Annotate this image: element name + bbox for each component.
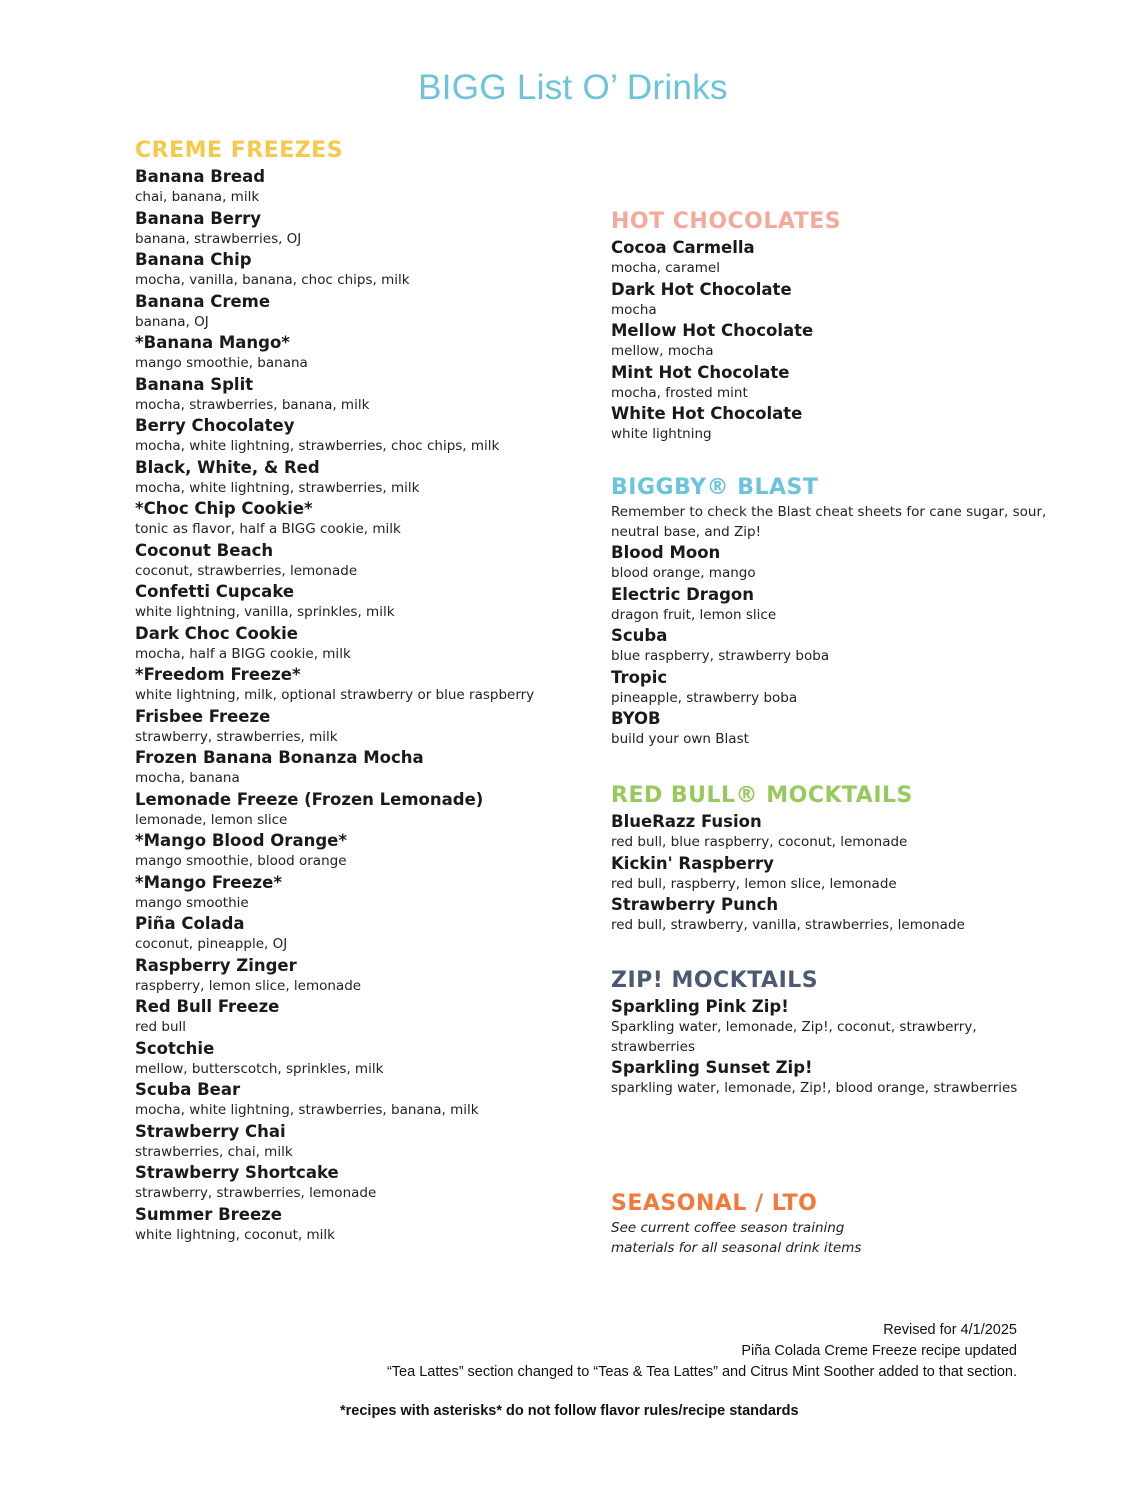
- page-title: BIGG List O’ Drinks: [418, 68, 728, 107]
- drink-name: BlueRazz Fusion: [611, 812, 762, 831]
- drink-ingredients: banana, strawberries, OJ: [135, 230, 302, 247]
- drink-ingredients: white lightning, milk, optional strawberry or blue raspberry: [135, 687, 535, 703]
- drink-name: Strawberry Shortcake: [135, 1163, 339, 1182]
- drink-ingredients: tonic as flavor, half a BIGG cookie, milk: [135, 521, 401, 537]
- drink-name: Banana Bread: [135, 167, 266, 186]
- drink-ingredients: red bull, blue raspberry, coconut, lemonade: [611, 834, 908, 850]
- drink-item: [611, 853, 1051, 895]
- drink-item: [135, 623, 565, 665]
- drink-name: Berry Chocolatey: [135, 416, 295, 435]
- drink-name: Lemonade Freeze (Frozen Lemonade): [135, 789, 484, 809]
- drink-name: Dark Hot Chocolate: [611, 279, 792, 299]
- drink-item: [135, 872, 565, 914]
- drink-name: *Banana Mango*: [135, 333, 290, 352]
- drink-name: Sparkling Pink Zip!: [611, 997, 789, 1016]
- drink-ingredients: mango smoothie, blood orange: [135, 853, 347, 869]
- drink-name: *Choc Chip Cookie*: [135, 499, 313, 518]
- drink-ingredients: white lightning: [611, 426, 712, 442]
- drink-ingredients: coconut, strawberries, lemonade: [135, 562, 358, 579]
- drink-ingredients: mocha, white lightning, strawberries, milk: [135, 479, 420, 496]
- drink-ingredients: white lightning, coconut, milk: [135, 1226, 335, 1243]
- drink-item: [135, 1162, 565, 1204]
- drink-ingredients: strawberry, strawberries, milk: [135, 728, 338, 745]
- drink-name: Scotchie: [135, 1038, 215, 1058]
- drink-item: [135, 913, 565, 955]
- drink-name: Black, White, & Red: [135, 457, 320, 477]
- drink-item: [135, 581, 565, 623]
- zip-mocktails-list: [611, 996, 1051, 1099]
- drink-item: [135, 1079, 565, 1121]
- drink-name: Scuba Bear: [135, 1080, 241, 1099]
- drink-name: Sparkling Sunset Zip!: [611, 1058, 813, 1077]
- drink-name: Electric Dragon: [611, 584, 754, 604]
- drink-item: [135, 664, 565, 706]
- drink-item: [135, 332, 565, 374]
- drink-name: Banana Berry: [135, 208, 262, 228]
- drink-ingredients: lemonade, lemon slice: [135, 811, 288, 828]
- drink-ingredients: mocha, half a BIGG cookie, milk: [135, 645, 351, 662]
- biggby-blast-section: [611, 473, 1051, 750]
- drink-ingredients: banana, OJ: [135, 313, 209, 330]
- drink-ingredients: mocha, strawberries, banana, milk: [135, 396, 370, 413]
- drink-ingredients: mocha, frosted mint: [611, 384, 748, 401]
- drink-ingredients: mango smoothie: [135, 894, 249, 911]
- creme-freezes-column: [135, 136, 565, 1245]
- creme-freezes-list: [135, 166, 565, 1245]
- drink-item: [611, 542, 1051, 584]
- drink-item: [135, 498, 565, 540]
- drink-item: [611, 279, 1051, 321]
- red-bull-mocktails-list: [611, 811, 1051, 936]
- drink-item: [135, 374, 565, 416]
- drink-item: [611, 894, 1051, 936]
- drink-name: Strawberry Punch: [611, 895, 779, 914]
- drink-name: Mellow Hot Chocolate: [611, 321, 814, 340]
- drink-item: [135, 540, 565, 582]
- drink-name: Frozen Banana Bonanza Mocha: [135, 748, 424, 767]
- drink-name: Frisbee Freeze: [135, 706, 271, 726]
- drink-ingredients: red bull, raspberry, lemon slice, lemonade: [611, 875, 897, 892]
- drink-item: [611, 237, 1051, 279]
- drink-ingredients: strawberry, strawberries, lemonade: [135, 1185, 377, 1201]
- drink-item: [135, 747, 565, 789]
- drink-name: Piña Colada: [135, 914, 245, 933]
- drink-item: [611, 667, 1051, 709]
- drink-name: Confetti Cupcake: [135, 582, 295, 601]
- drink-ingredients: strawberries, chai, milk: [135, 1143, 293, 1160]
- biggby-blast-list: [611, 542, 1051, 750]
- drink-item: [611, 584, 1051, 626]
- drink-ingredients: raspberry, lemon slice, lemonade: [135, 977, 362, 994]
- seasonal-note-line1: See current coffee season training: [611, 1220, 845, 1236]
- drink-name: Red Bull Freeze: [135, 997, 280, 1016]
- drink-item: [135, 249, 565, 291]
- drink-ingredients: dragon fruit, lemon slice: [611, 606, 777, 623]
- hot-chocolates-list: [611, 237, 1051, 445]
- drink-item: [135, 457, 565, 499]
- drink-name: Coconut Beach: [135, 540, 274, 560]
- drink-ingredients: mocha: [611, 301, 657, 318]
- seasonal-heading: SEASONAL / LTO: [611, 1191, 818, 1216]
- drink-ingredients: red bull, strawberry, vanilla, strawberries, lemonade: [611, 917, 965, 933]
- drink-name: Mint Hot Chocolate: [611, 362, 790, 382]
- drink-item: [611, 1057, 1051, 1099]
- seasonal-note-line2: materials for all seasonal drink items: [611, 1239, 862, 1256]
- drink-name: Banana Chip: [135, 250, 252, 269]
- zip-mocktails-section: [611, 966, 1051, 1099]
- revision-date: Revised for 4/1/2025: [883, 1322, 1017, 1338]
- revision-note-tea-lattes: “Tea Lattes” section changed to “Teas & Tea Lattes” and Citrus Mint Soother added to that section.: [386, 1364, 1017, 1380]
- drink-item: [611, 362, 1051, 404]
- drink-ingredients: white lightning, vanilla, sprinkles, milk: [135, 604, 395, 620]
- hot-chocolates-heading: HOT CHOCOLATES: [611, 209, 842, 234]
- drink-name: Strawberry Chai: [135, 1121, 286, 1141]
- drink-ingredients: mellow, butterscotch, sprinkles, milk: [135, 1060, 384, 1077]
- red-bull-mocktails-heading: RED BULL® MOCKTAILS: [611, 783, 913, 808]
- drink-item: [135, 996, 565, 1038]
- drink-ingredients: coconut, pineapple, OJ: [135, 936, 288, 952]
- drink-item: [611, 996, 1051, 1057]
- drink-item: [135, 1038, 565, 1080]
- drink-ingredients: mocha, banana: [135, 770, 240, 786]
- drink-item: [135, 291, 565, 333]
- drink-name: White Hot Chocolate: [611, 404, 803, 423]
- drink-item: [611, 708, 1051, 750]
- drink-ingredients: Sparkling water, lemonade, Zip!, coconut, strawberry, strawberries: [611, 1019, 977, 1055]
- drink-ingredients: sparkling water, lemonade, Zip!, blood orange, strawberries: [611, 1080, 1018, 1096]
- drink-item: [611, 811, 1051, 853]
- drink-name: *Freedom Freeze*: [135, 665, 301, 684]
- drink-ingredients: mellow, mocha: [611, 343, 714, 359]
- drink-name: Banana Creme: [135, 291, 271, 311]
- creme-freezes-heading: CREME FREEZES: [135, 138, 344, 163]
- drink-ingredients: mocha, white lightning, strawberries, banana, milk: [135, 1102, 479, 1118]
- asterisk-note: *recipes with asterisks* do not follow flavor rules/recipe standards: [340, 1403, 799, 1419]
- biggby-blast-note: Remember to check the Blast cheat sheets for cane sugar, sour, neutral base, and Zip!: [611, 504, 1047, 540]
- red-bull-mocktails-section: [611, 781, 1051, 936]
- drink-item: [611, 320, 1051, 362]
- drink-item: [135, 830, 565, 872]
- zip-mocktails-heading: ZIP! MOCKTAILS: [611, 968, 819, 993]
- drink-name: Summer Breeze: [135, 1204, 282, 1224]
- drink-item: [135, 1204, 565, 1246]
- drink-item: [135, 415, 565, 457]
- drink-name: Scuba: [611, 626, 668, 645]
- drink-ingredients: build your own Blast: [611, 731, 749, 747]
- drink-name: Cocoa Carmella: [611, 238, 755, 257]
- drink-item: [135, 166, 565, 208]
- drink-ingredients: mocha, vanilla, banana, choc chips, milk: [135, 272, 410, 288]
- drink-ingredients: pineapple, strawberry boba: [611, 689, 798, 706]
- drink-ingredients: blood orange, mango: [611, 565, 756, 581]
- drink-item: [135, 706, 565, 748]
- revision-note-pina-colada: Piña Colada Creme Freeze recipe updated: [741, 1343, 1017, 1359]
- drink-item: [135, 1121, 565, 1163]
- drink-name: BYOB: [611, 709, 661, 728]
- drink-ingredients: mocha, white lightning, strawberries, choc chips, milk: [135, 438, 500, 454]
- revision-notes: [387, 1320, 1017, 1383]
- drink-item: [611, 403, 1051, 445]
- drink-ingredients: blue raspberry, strawberry boba: [611, 648, 830, 664]
- biggby-blast-heading: BIGGBY® BLAST: [611, 475, 819, 500]
- drink-name: Banana Split: [135, 374, 254, 394]
- drink-item: [135, 208, 565, 250]
- drink-ingredients: red bull: [135, 1019, 187, 1035]
- drink-name: Tropic: [611, 667, 668, 687]
- drink-ingredients: mango smoothie, banana: [135, 355, 308, 371]
- drink-name: *Mango Blood Orange*: [135, 831, 347, 850]
- seasonal-section: [611, 1189, 1051, 1258]
- drink-item: [135, 955, 565, 997]
- drink-ingredients: chai, banana, milk: [135, 189, 260, 205]
- drink-item: [611, 625, 1051, 667]
- drink-ingredients: mocha, caramel: [611, 260, 720, 276]
- drink-name: *Mango Freeze*: [135, 872, 282, 892]
- drink-name: Dark Choc Cookie: [135, 623, 299, 643]
- drink-item: [135, 789, 565, 831]
- drink-name: Blood Moon: [611, 543, 721, 562]
- drink-name: Raspberry Zinger: [135, 955, 297, 975]
- drink-name: Kickin' Raspberry: [611, 853, 774, 873]
- hot-chocolates-section: [611, 207, 1051, 445]
